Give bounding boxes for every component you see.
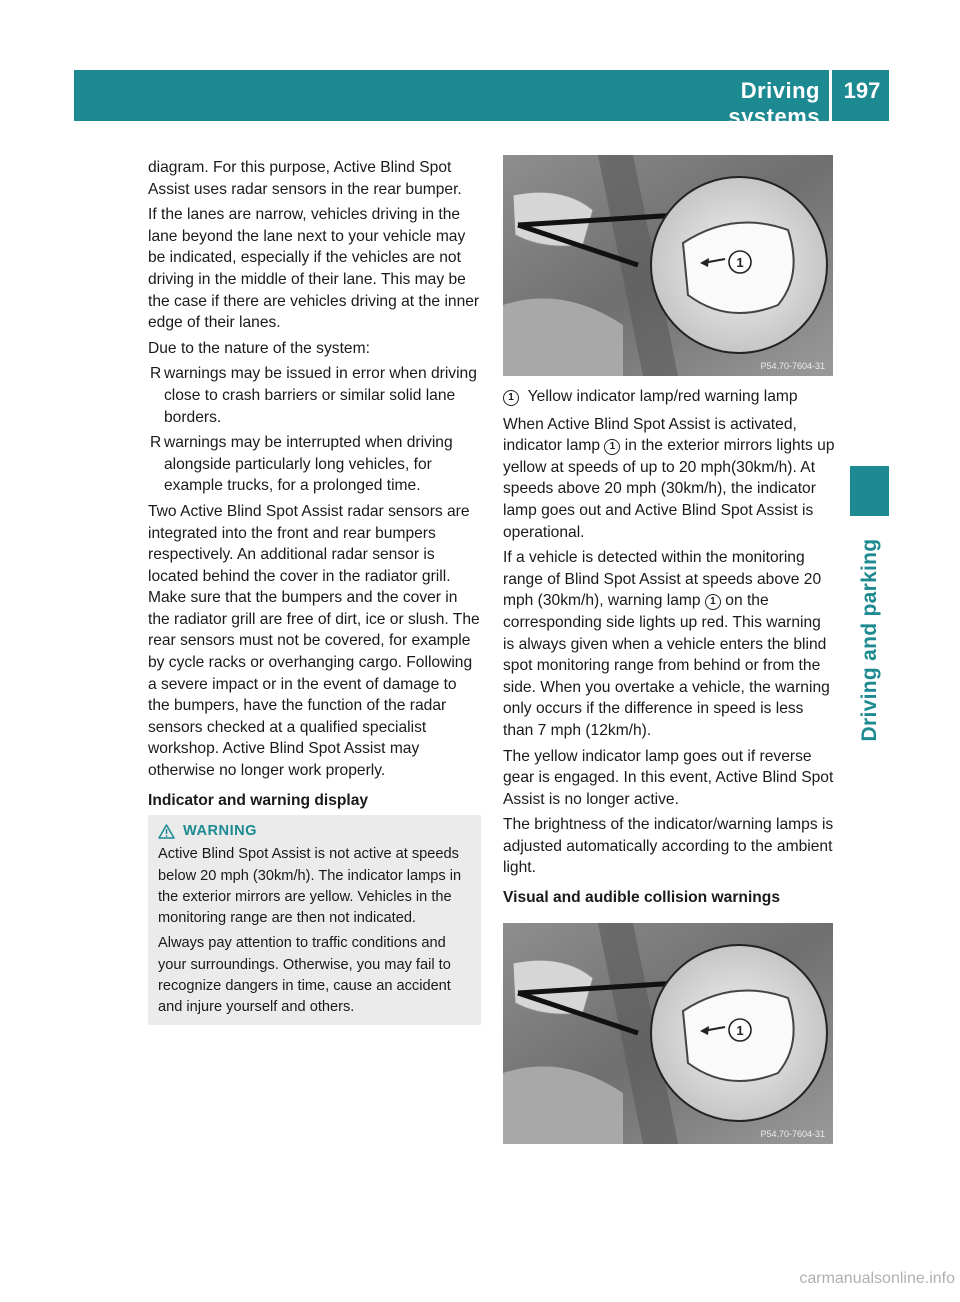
watermark: carmanualsonline.info	[799, 1270, 955, 1287]
header-divider	[829, 70, 832, 121]
paragraph: The brightness of the indicator/warning lamps is adjusted automatically according to the ambient light.	[503, 816, 834, 877]
paragraph: If the lanes are narrow, vehicles driving in the lane beyond the lane next to your vehicle may be indicated, especially if the vehicles are not driving in the middle of their lane. This may be the case if there are vehicles driving at the inner edge of their lanes.	[148, 206, 480, 332]
paragraph: Two Active Blind Spot Assist radar sensors are integrated into the front and rear bumpers respectively. An additional radar sensor is located behind the cover in the radiator grill. Make sure that the bumpers and the cover in the radiator grill are free of dirt, ice or slush. The rear sensors must not be covered, for example by cycle racks or overhanging cargo. Following a severe impact or in the event of damage to the bumpers, have the function of the radar sensors checked at a qualified specialist workshop. Active Blind Spot Assist may otherwise no longer work properly.	[148, 502, 480, 780]
section-title: Driving systems	[728, 78, 820, 129]
callout-number-icon: 1	[705, 594, 721, 610]
chapter-side-label-text: Driving and parking	[858, 538, 881, 742]
warning-paragraph: Always pay attention to traffic conditions and your surroundings. Otherwise, you may fail to recognize dangers in time, cause an accident and injure yourself and others.	[158, 935, 451, 1016]
paragraph-text: If a vehicle is detected within the monitoring range of Blind Spot Assist at speeds above 20 mph (30km/h), warning lamp	[503, 549, 822, 610]
warning-title: WARNING	[183, 823, 258, 839]
photo-callout-number: 1	[736, 1023, 744, 1038]
paragraph: The yellow indicator lamp goes out if reverse gear is engaged. In this event, Active Blind Spot Assist is no longer active.	[503, 747, 834, 808]
subheading: Visual and audible collision warnings	[503, 889, 780, 907]
paragraph-text: When Active Blind Spot Assist is activated, indicator lamp	[503, 415, 797, 455]
paragraph: Due to the nature of the system:	[148, 339, 370, 357]
bullet-mark: R	[150, 365, 162, 383]
bullet-item	[148, 363, 482, 428]
chapter-side-label	[840, 520, 900, 760]
photo-code: P54.70-7604-31	[760, 361, 825, 371]
warning-triangle-icon	[158, 824, 175, 839]
warning-header	[158, 821, 473, 842]
bullet-item	[148, 432, 482, 497]
photo-code: P54.70-7604-31	[760, 1129, 825, 1139]
legend-text: Yellow indicator lamp/red warning lamp	[527, 388, 798, 405]
paragraph-text: on the corresponding side lights up red. This warning is always given when a vehicle enters the blind spot monitoring range from behind or from the side. When you overtake a vehicle, the warning only occurs if the difference in speed is less than 7 mph (12km/h).	[503, 592, 830, 739]
callout-number-icon: 1	[604, 439, 620, 455]
bullet-mark: R	[150, 434, 162, 452]
mirror-indicator-photo	[503, 155, 833, 376]
warning-box	[148, 815, 481, 1025]
mirror-warning-photo	[503, 923, 833, 1144]
photo-callout-number: 1	[736, 255, 744, 270]
figure-legend	[503, 386, 835, 913]
warning-paragraph: Active Blind Spot Assist is not active at speeds below 20 mph (30km/h). The indicator lamps in the exterior mirrors are yellow. Vehicles in the monitoring range are then not indicated.	[158, 846, 462, 927]
subheading: Indicator and warning display	[148, 791, 369, 809]
left-column	[148, 157, 482, 815]
bullet-text: warnings may be issued in error when driving close to crash barriers or similar solid lane borders.	[164, 365, 477, 426]
paragraph	[503, 547, 835, 741]
chapter-tab-marker	[850, 466, 889, 516]
callout-number-icon: 1	[503, 390, 519, 406]
bullet-text: warnings may be interrupted when driving alongside particularly long vehicles, for example trucks, for a prolonged time.	[164, 434, 453, 495]
paragraph: diagram. For this purpose, Active Blind Spot Assist uses radar sensors in the rear bumper.	[148, 159, 462, 198]
paragraph-text: in the exterior mirrors lights up yellow at speeds of up to 20 mph(30km/h). At speeds above 20 mph (30km/h), the indicator lamp goes out and Active Blind Spot Assist is operational.	[503, 437, 835, 541]
page-number: 197	[843, 78, 881, 103]
paragraph	[503, 414, 835, 544]
